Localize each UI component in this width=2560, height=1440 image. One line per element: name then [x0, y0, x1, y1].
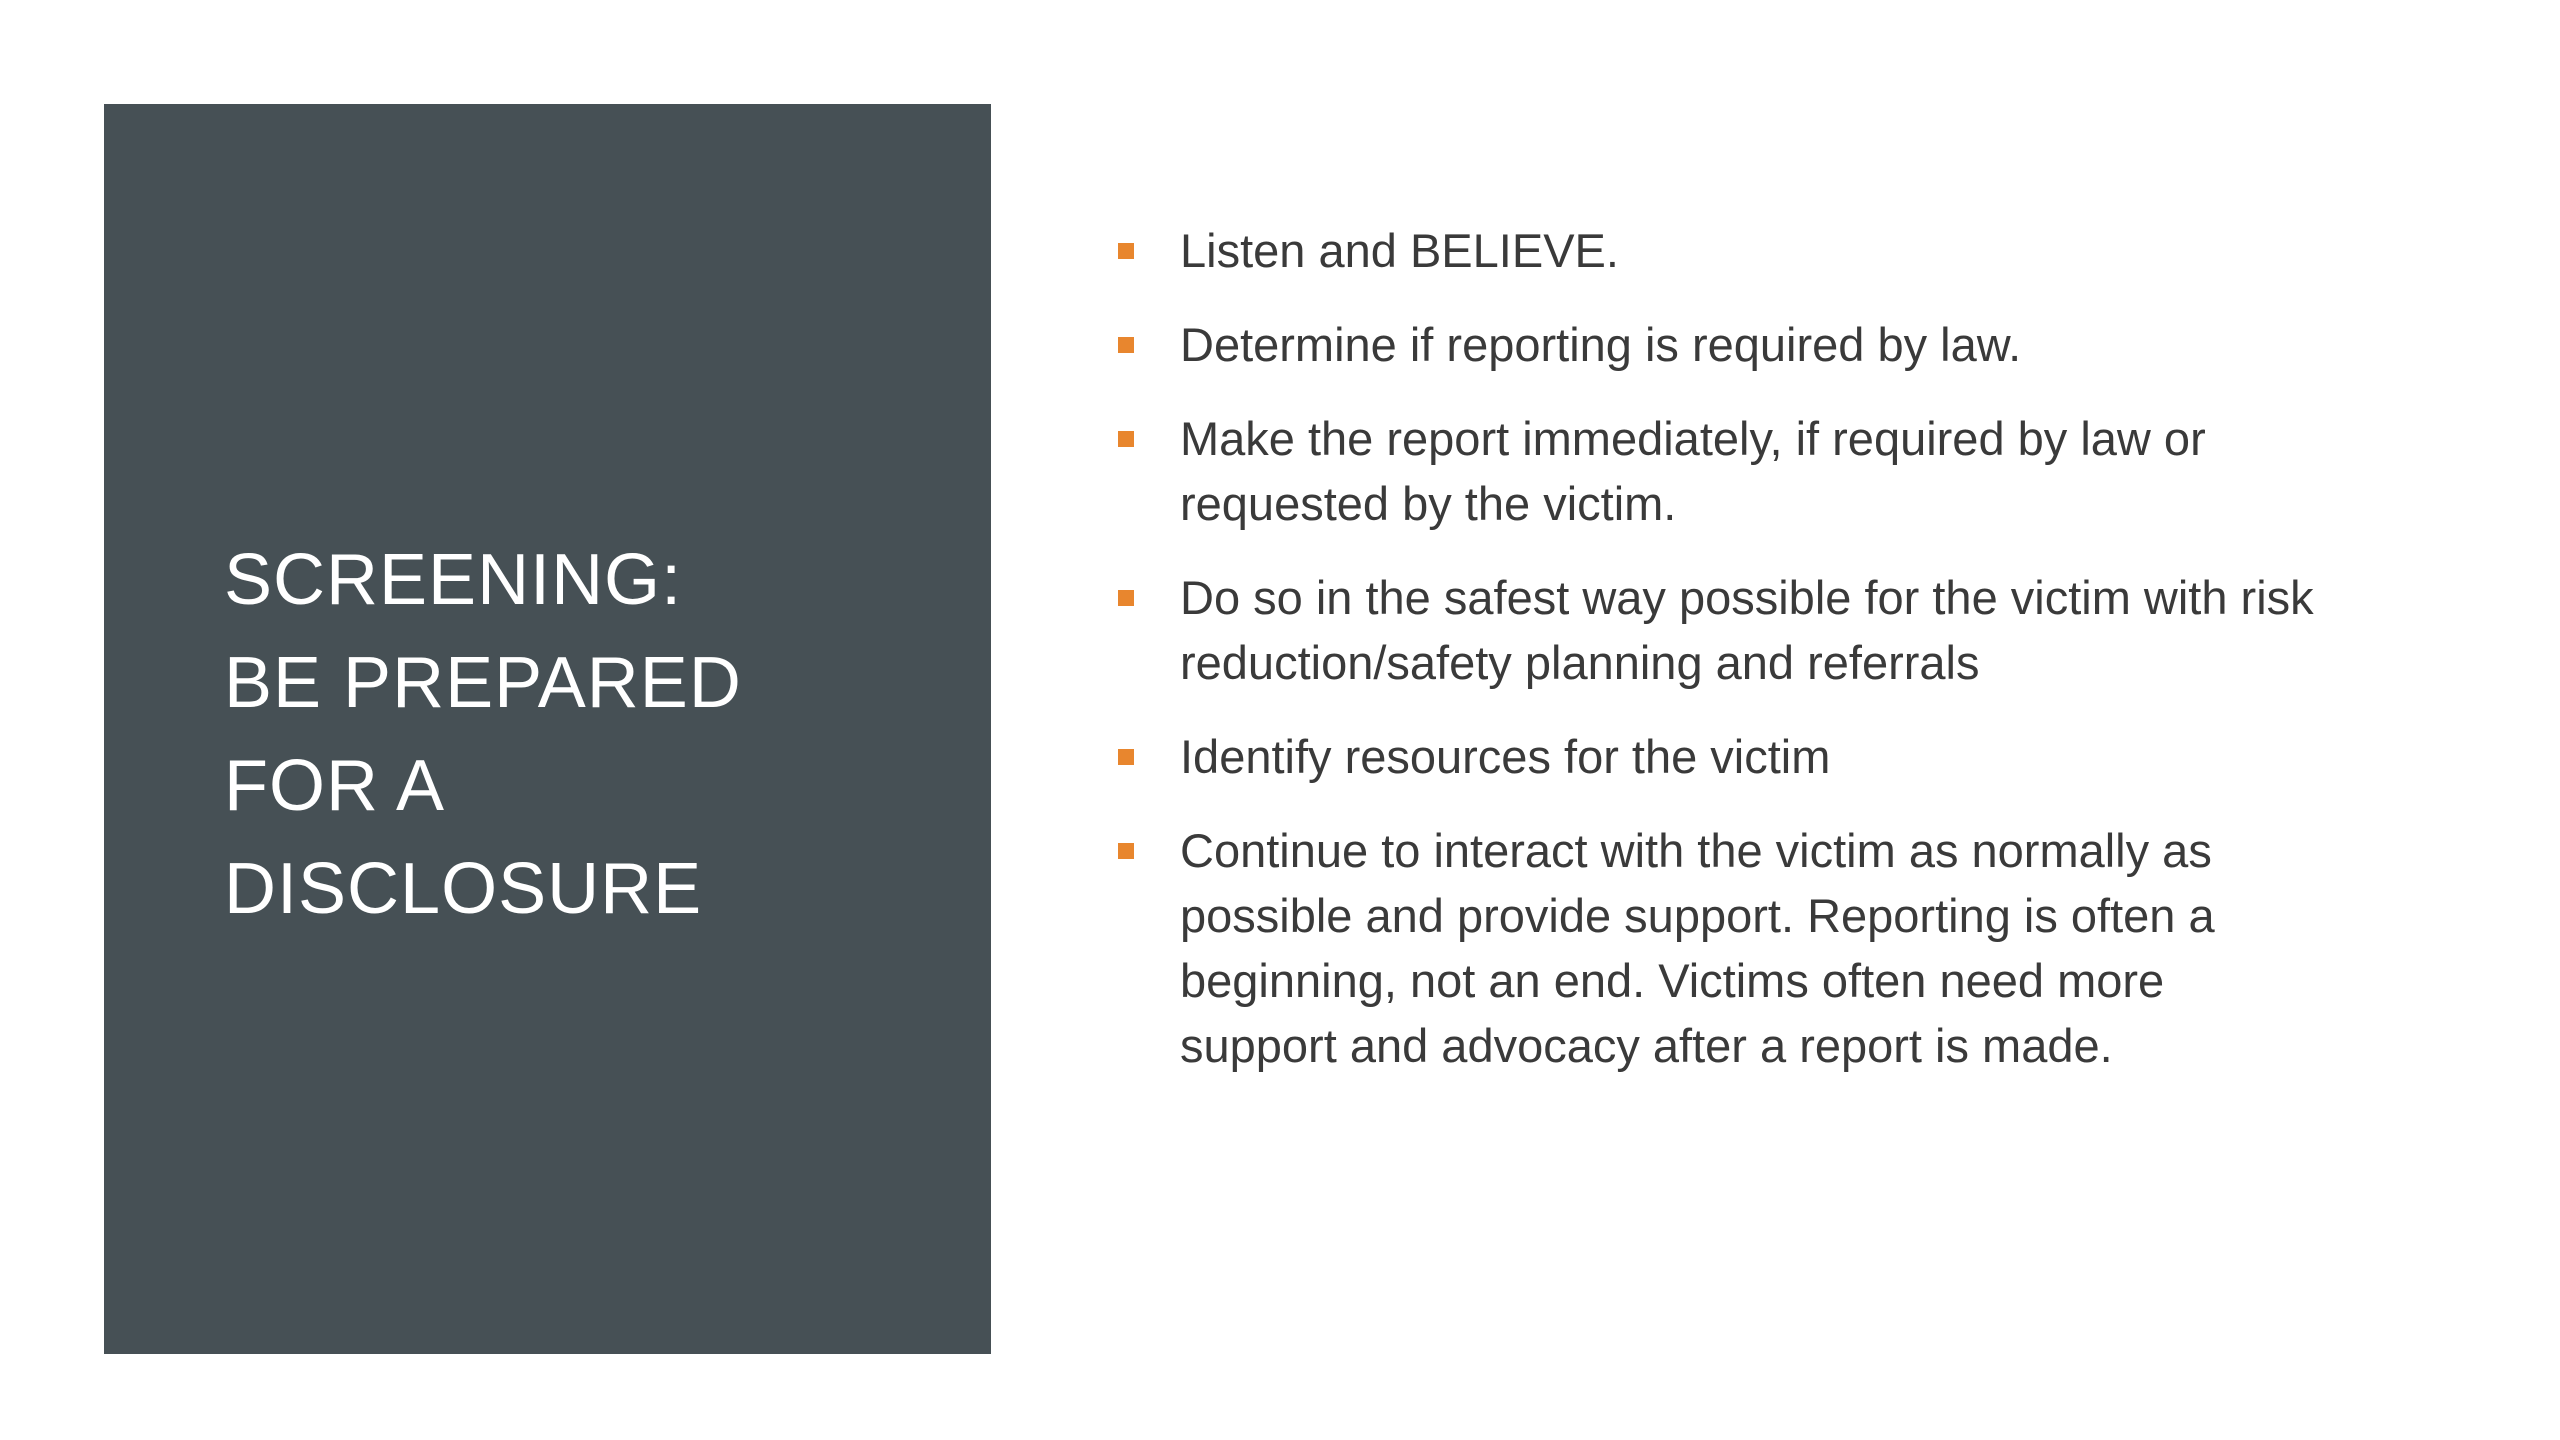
slide-title-line: FOR A [224, 746, 446, 826]
square-bullet-icon [1118, 243, 1134, 259]
square-bullet-icon [1118, 431, 1134, 447]
square-bullet-icon [1118, 337, 1134, 353]
title-panel [104, 104, 991, 1354]
bullet-item [1112, 218, 2332, 283]
square-bullet-icon [1118, 843, 1134, 859]
square-bullet-icon [1118, 749, 1134, 765]
bullet-text: Listen and BELIEVE. [1180, 224, 1619, 277]
bullet-text: Determine if reporting is required by law. [1180, 318, 2022, 371]
bullet-item [1112, 565, 2332, 695]
bullet-item [1112, 312, 2332, 377]
slide-title-line: BE PREPARED [224, 643, 742, 723]
bullet-text: Make the report immediately, if required by law or requested by the victim. [1180, 412, 2206, 530]
bullet-item [1112, 406, 2332, 536]
slide-title [224, 529, 924, 941]
bullet-list [1112, 218, 2332, 1107]
bullet-text: Identify resources for the victim [1180, 730, 1831, 783]
bullet-text: Do so in the safest way possible for the victim with risk reduction/safety planning and referrals [1180, 571, 2314, 689]
bullet-text: Continue to interact with the victim as normally as possible and provide support. Reporting is often a beginning, not an end. Victims often need more support and advocacy after a report is made. [1180, 824, 2215, 1072]
bullet-item [1112, 818, 2332, 1078]
slide-title-line: SCREENING: [224, 540, 683, 620]
bullet-item [1112, 724, 2332, 789]
square-bullet-icon [1118, 590, 1134, 606]
slide-title-line: DISCLOSURE [224, 849, 703, 929]
